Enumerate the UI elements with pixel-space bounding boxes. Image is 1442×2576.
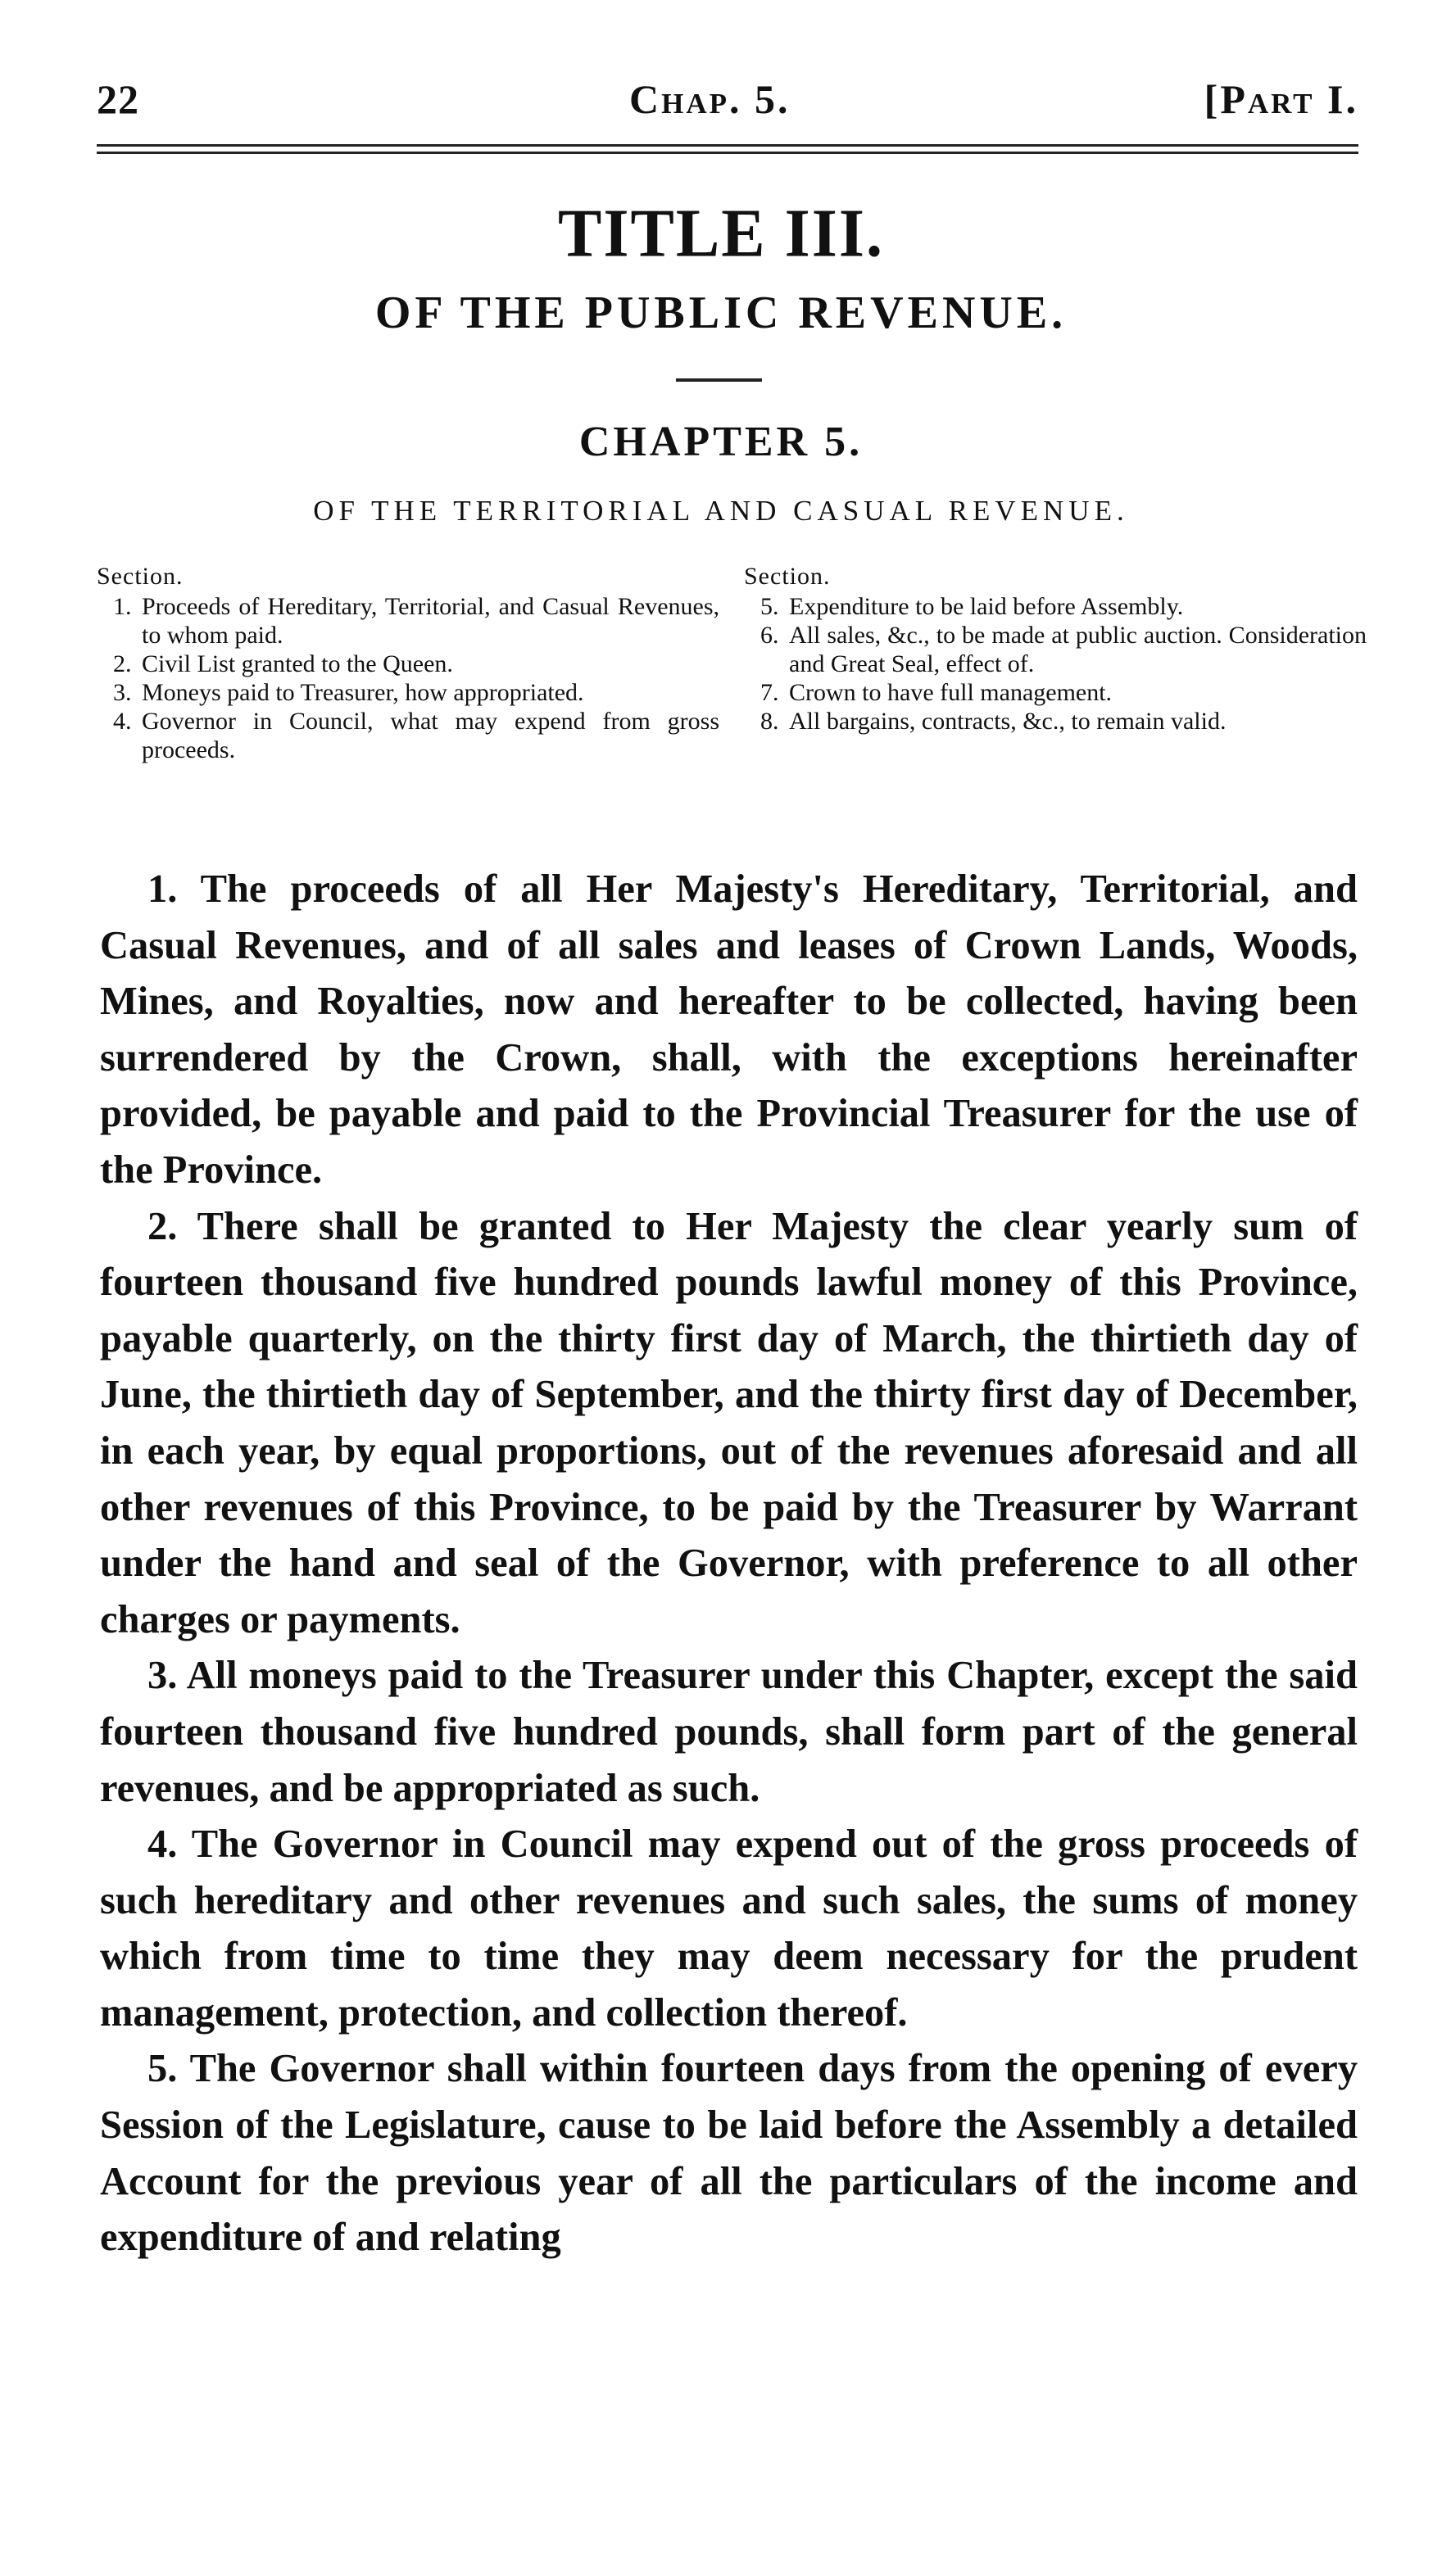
contents-item-number: 3. xyxy=(113,679,132,706)
contents-item-text: Civil List granted to the Queen. xyxy=(142,650,453,677)
contents-column-left xyxy=(97,562,719,764)
contents-column-right xyxy=(744,562,1367,736)
section-number: 4. xyxy=(147,1822,178,1867)
section-number: 3. xyxy=(147,1654,178,1698)
title-divider xyxy=(676,378,762,382)
section-paragraph xyxy=(100,2041,1358,2266)
section-label: Section. xyxy=(97,563,184,590)
section-paragraph xyxy=(100,862,1358,1199)
contents-item-text: Governor in Council, what may expend from gross proceeds. xyxy=(142,708,719,763)
section-text: The Governor shall within fourteen days from the opening of every Session of the Legislature, cause to be laid before the Assembly a detailed Account for the previous year of all the particulars of the income and expenditure of and relating xyxy=(100,2047,1358,2260)
header-double-rule xyxy=(97,144,1358,154)
section-paragraph xyxy=(100,1199,1358,1649)
contents-item-text: All bargains, contracts, &c., to remain valid. xyxy=(789,708,1227,735)
contents-item xyxy=(744,707,1367,736)
section-text: The Governor in Council may expend out of the gross proceeds of such hereditary and other revenues and such sales, the sums of money which from time to time they may deem necessary for the prudent management, protection, and collection thereof. xyxy=(100,1822,1358,2035)
chapter-reference: Chap. 5. xyxy=(629,76,791,122)
contents-item-text: All sales, &c., to be made at public auction. Consideration and Great Seal, effect of. xyxy=(789,622,1367,677)
part-reference: [Part I. xyxy=(1204,76,1358,122)
section-text: All moneys paid to the Treasurer under this Chapter, except the said fourteen thousand five hundred pounds, shall form part of the general revenues, and be appropriated as such. xyxy=(100,1654,1358,1810)
section-number: 1. xyxy=(147,867,178,911)
section-number: 2. xyxy=(147,1204,178,1248)
chapter-heading: CHAPTER 5. xyxy=(578,419,864,465)
contents-item-number: 1. xyxy=(113,593,132,620)
title-heading: TITLE III. xyxy=(558,195,884,272)
contents-item xyxy=(97,678,719,707)
section-text: The proceeds of all Her Majesty's Hereditary, Territorial, and Casual Revenues, and of all sales and leases of Crown Lands, Woods, Mines, and Royalties, now and hereafter to be collected, having been surrendered by the Crown, shall, with the exceptions hereinafter provided, be payable and paid to the Provincial Treasurer for the use of the Province. xyxy=(100,867,1358,1192)
section-text: There shall be granted to Her Majesty the clear yearly sum of fourteen thousand five hundred pounds lawful money of this Province, payable quarterly, on the thirty first day of March, the thirtieth day of June, the thirtieth day of September, and the thirty first day of December, in each year, by equal proportions, out of the revenues aforesaid and all other revenues of this Province, to be paid by the Treasurer by Warrant under the hand and seal of the Governor, with preference to all other charges or payments. xyxy=(100,1204,1358,1641)
section-number: 5. xyxy=(147,2047,178,2091)
contents-item-number: 6. xyxy=(760,622,779,649)
contents-item-text: Proceeds of Hereditary, Territorial, and Casual Revenues, to whom paid. xyxy=(142,593,719,649)
section-paragraph xyxy=(100,1817,1358,2041)
contents-item xyxy=(744,592,1367,621)
contents-item-number: 4. xyxy=(113,708,132,735)
contents-item xyxy=(97,592,719,650)
section-paragraph xyxy=(100,1648,1358,1817)
contents-item-text: Moneys paid to Treasurer, how appropriated. xyxy=(142,679,584,706)
contents-item-text: Expenditure to be laid before Assembly. xyxy=(789,593,1184,620)
contents-item xyxy=(744,621,1367,678)
contents-item-number: 2. xyxy=(113,650,132,677)
statute-body xyxy=(100,862,1358,2266)
contents-item-number: 7. xyxy=(760,679,779,706)
running-header xyxy=(97,75,1358,133)
title-subtitle: OF THE PUBLIC REVENUE. xyxy=(374,287,1068,338)
chapter-subtitle: OF THE TERRITORIAL AND CASUAL REVENUE. xyxy=(313,495,1129,527)
contents-item xyxy=(744,678,1367,707)
contents-item-number: 5. xyxy=(760,593,779,620)
contents-item xyxy=(97,707,719,764)
section-label: Section. xyxy=(744,563,831,590)
contents-item-number: 8. xyxy=(760,708,779,735)
page-number: 22 xyxy=(97,76,139,122)
contents-item xyxy=(97,650,719,678)
contents-item-text: Crown to have full management. xyxy=(789,679,1113,706)
